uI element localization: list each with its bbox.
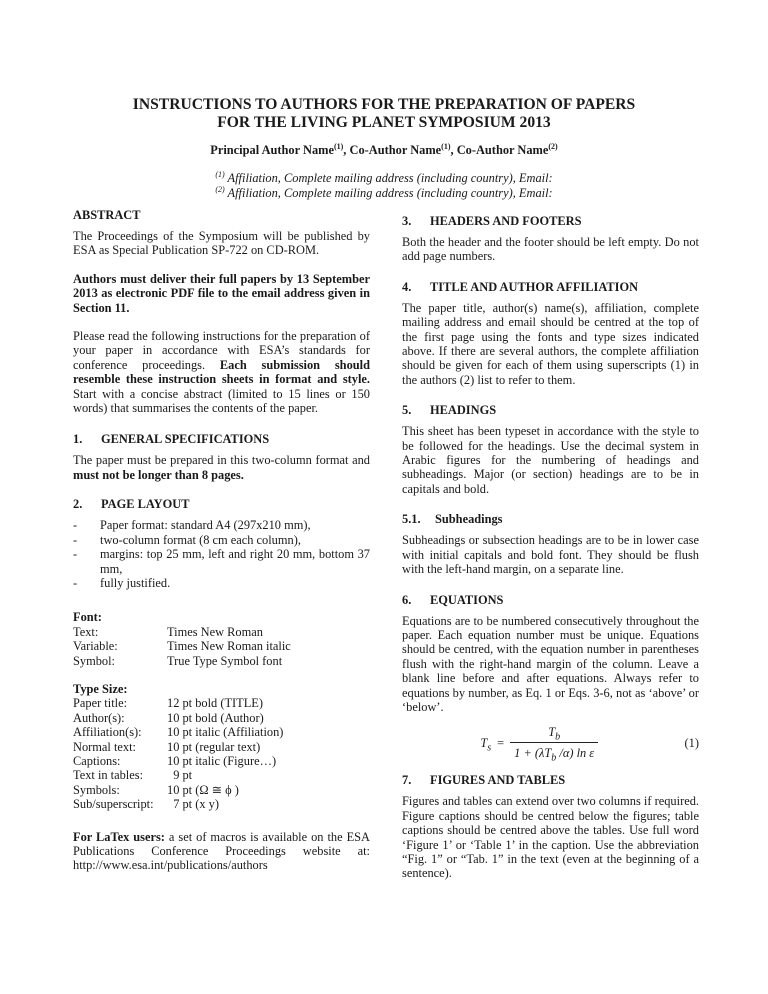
denominator-part: /α) ln ε xyxy=(556,746,595,761)
section-heading-3 xyxy=(402,214,699,229)
section-heading-1 xyxy=(73,432,370,447)
paper-title-line-2: FOR THE LIVING PLANET SYMPOSIUM 2013 xyxy=(217,114,551,131)
section-title: Subheadings xyxy=(435,512,503,527)
section-title: HEADINGS xyxy=(430,403,497,418)
left-column xyxy=(73,208,370,873)
equation-fraction xyxy=(510,724,598,764)
section-7-text: Figures and tables can extend over two columns if required. Figure captions should be centred below the figures; table captions should be centred above the tables. Use full word ‘Figure 1’ or ‘Table 1’ in the caption. Use the abbreviation “Fig. 1” or “Tab. 1” in the text (even at the beginning of a sentence). xyxy=(402,794,699,881)
page-layout-list xyxy=(73,518,370,590)
font-row xyxy=(73,654,370,668)
author-affiliation-ref: (2) xyxy=(548,141,558,151)
author-name: Co-Author Name xyxy=(349,143,442,157)
list-item xyxy=(73,547,370,576)
numerator-sub: b xyxy=(555,731,561,743)
font-heading: Font: xyxy=(73,610,102,625)
equation-lhs xyxy=(480,735,492,754)
numerator-var: T xyxy=(548,725,556,740)
type-size-value: 9 pt xyxy=(167,768,193,783)
section-title: GENERAL SPECIFICATIONS xyxy=(101,432,270,447)
type-size-label: Affiliation(s): xyxy=(73,725,142,740)
list-item-text: fully justified. xyxy=(100,575,171,590)
affiliation-ref: (2) xyxy=(215,184,225,194)
type-size-label: Sub/superscript: xyxy=(73,797,154,812)
section-5-1-text: Subheadings or subsection headings are to be in lower case with initial capitals and bold font. They should be flush with the left-hand margin, on a separate line. xyxy=(402,533,699,577)
affiliations xyxy=(0,171,768,201)
type-size-heading: Type Size: xyxy=(73,681,128,696)
type-size-row xyxy=(73,740,370,754)
list-item xyxy=(73,533,370,547)
author-affiliation-ref: (1) xyxy=(441,141,451,151)
section-heading-2 xyxy=(73,497,370,512)
author-list xyxy=(0,142,768,158)
type-size-value: 7 pt (x y) xyxy=(167,797,219,812)
type-size-label: Symbols: xyxy=(73,782,120,797)
section-emphasis: must not be longer than 8 pages. xyxy=(73,467,244,482)
latex-note-text: a set of macros is available on the ESA Publications Conference Proceedings website at: http://www.esa.int/publications/authors xyxy=(73,829,370,873)
equation-denominator xyxy=(510,742,598,764)
type-size-value: 12 pt bold (TITLE) xyxy=(167,696,264,711)
abstract-heading-text: ABSTRACT xyxy=(73,208,141,222)
font-row-label: Symbol: xyxy=(73,653,115,668)
type-size-value: 10 pt italic (Figure…) xyxy=(167,753,277,768)
type-size-label: Captions: xyxy=(73,753,121,768)
abstract-paragraph-1: The Proceedings of the Symposium will be published by ESA as Special Publication SP-722 on CD-ROM. xyxy=(73,229,370,258)
section-number: 4. xyxy=(402,279,412,294)
section-number: 3. xyxy=(402,214,412,228)
equation-number: (1) xyxy=(684,735,699,750)
affiliation-text: Affiliation, Complete mailing address (including country), Email: xyxy=(227,171,553,185)
bullet-dash: - xyxy=(73,575,78,590)
section-number: 1. xyxy=(73,432,83,447)
equation-numerator xyxy=(544,724,564,742)
section-number: 2. xyxy=(73,497,83,512)
equals-sign: = xyxy=(497,735,505,750)
section-number: 6. xyxy=(402,592,412,607)
list-item-text: margins: top 25 mm, left and right 20 mm, bottom 37 mm, xyxy=(100,547,370,576)
paper-title xyxy=(0,96,768,132)
font-row xyxy=(73,639,370,653)
list-item xyxy=(73,576,370,590)
abstract-text: Start with a concise abstract (limited to 15 lines or 150 words) that summarises the contents of the paper. xyxy=(73,386,370,416)
bullet-dash: - xyxy=(73,518,78,533)
denominator-part: 1 + (λT xyxy=(514,746,552,761)
section-title: TITLE AND AUTHOR AFFILIATION xyxy=(430,279,639,294)
affiliation-line xyxy=(0,186,768,201)
bullet-dash: - xyxy=(73,547,78,562)
type-size-value: 10 pt (regular text) xyxy=(167,739,261,754)
right-column xyxy=(402,214,699,881)
type-size-label: Normal text: xyxy=(73,739,136,754)
section-title: PAGE LAYOUT xyxy=(101,497,190,512)
bullet-dash: - xyxy=(73,532,78,547)
font-row-value: True Type Symbol font xyxy=(167,653,283,668)
type-size-label: Author(s): xyxy=(73,710,125,725)
section-number: 7. xyxy=(402,773,412,788)
type-size-row xyxy=(73,725,370,739)
font-row-value: Times New Roman italic xyxy=(167,639,291,654)
section-heading-4 xyxy=(402,280,699,295)
paper-title-line-1: INSTRUCTIONS TO AUTHORS FOR THE PREPARATION OF PAPERS xyxy=(132,96,636,113)
section-heading-5 xyxy=(402,403,699,418)
section-number: 5.1. xyxy=(402,512,421,527)
section-5-text: This sheet has been typeset in accordance with the style to be followed for the headings. Use the decimal system in Arabic figures for the numbering of headings and subheadings. Major (or section) headings are to be in capitals and bold. xyxy=(402,424,699,496)
font-row-label: Variable: xyxy=(73,639,118,654)
affiliation-line xyxy=(0,171,768,186)
latex-note xyxy=(73,830,370,873)
page-header-block xyxy=(0,96,768,201)
subsection-heading-5-1 xyxy=(402,512,699,527)
abstract-paragraph-2: Authors must deliver their full papers by 13 September 2013 as electronic PDF file to the email address given in Section 11. xyxy=(73,271,370,315)
section-text: The paper must be prepared in this two-column format and xyxy=(73,453,370,468)
abstract-heading xyxy=(73,208,370,223)
type-size-row xyxy=(73,768,370,782)
author-name: Co-Author Name xyxy=(456,143,549,157)
section-title: FIGURES AND TABLES xyxy=(430,773,566,788)
equation-lhs-var: T xyxy=(480,735,488,750)
affiliation-text: Affiliation, Complete mailing address (including country), Email: xyxy=(227,186,553,200)
section-3-text: Both the header and the footer should be left empty. Do not add page numbers. xyxy=(402,235,699,264)
section-heading-6 xyxy=(402,593,699,608)
type-size-label: Paper title: xyxy=(73,696,128,711)
list-item xyxy=(73,518,370,532)
latex-note-label: For LaTex users: xyxy=(73,829,165,844)
section-4-text: The paper title, author(s) name(s), affiliation, complete mailing address and email should be centred at the top of the first page using the fonts and type sizes indicated above. If there are several authors, the complete affiliation should be given for each of them using superscripts (1) in the authors (2) list to refer to them. xyxy=(402,300,699,387)
equation-1 xyxy=(402,724,699,764)
font-row-label: Text: xyxy=(73,624,99,639)
affiliation-ref: (1) xyxy=(215,169,225,179)
font-row-value: Times New Roman xyxy=(167,624,263,639)
type-size-value: 10 pt bold (Author) xyxy=(167,710,264,725)
author-affiliation-ref: (1) xyxy=(333,141,344,151)
type-size-row xyxy=(73,696,370,710)
equation-body xyxy=(402,724,677,764)
section-title: EQUATIONS xyxy=(430,592,504,607)
list-item-text: two-column format (8 cm each column), xyxy=(100,532,301,547)
section-heading-7 xyxy=(402,773,699,788)
type-size-row xyxy=(73,797,370,811)
section-number: 5. xyxy=(402,403,412,418)
type-size-row xyxy=(73,783,370,797)
author-name: Principal Author Name xyxy=(210,143,334,157)
author-separator: , xyxy=(343,143,350,157)
abstract-paragraph-3 xyxy=(73,329,370,415)
abstract-text: Please read the following instructions for the preparation of your paper in accordance with ESA’s standards for conference proceedings. xyxy=(73,329,370,372)
abstract-emphasis: Each submission should resemble these instruction sheets in format and style. xyxy=(73,357,370,387)
type-size-value: 10 pt italic (Affiliation) xyxy=(167,725,284,740)
type-size-label: Text in tables: xyxy=(73,768,144,783)
section-title: HEADERS AND FOOTERS xyxy=(430,214,582,228)
author-separator: , xyxy=(450,143,457,157)
equation-lhs-sub: s xyxy=(487,742,492,754)
type-size-row xyxy=(73,711,370,725)
section-1-text xyxy=(73,453,370,482)
section-6-text: Equations are to be numbered consecutively throughout the paper. Each equation number must be unique. Equations should be centred, with the equation number in parentheses flush with the right-hand margin of the column. Leave a blank line before and after equations. Always refer to equations by number, as Eq. 1 or Eqs. 3-6, not as ‘above’ or ‘below’. xyxy=(402,613,699,714)
list-item-text: Paper format: standard A4 (297x210 mm), xyxy=(100,518,311,533)
denominator-sub: b xyxy=(551,752,557,764)
font-row xyxy=(73,625,370,639)
type-size-row xyxy=(73,754,370,768)
type-size-value: 10 pt (Ω ≅ ϕ ) xyxy=(167,782,239,797)
